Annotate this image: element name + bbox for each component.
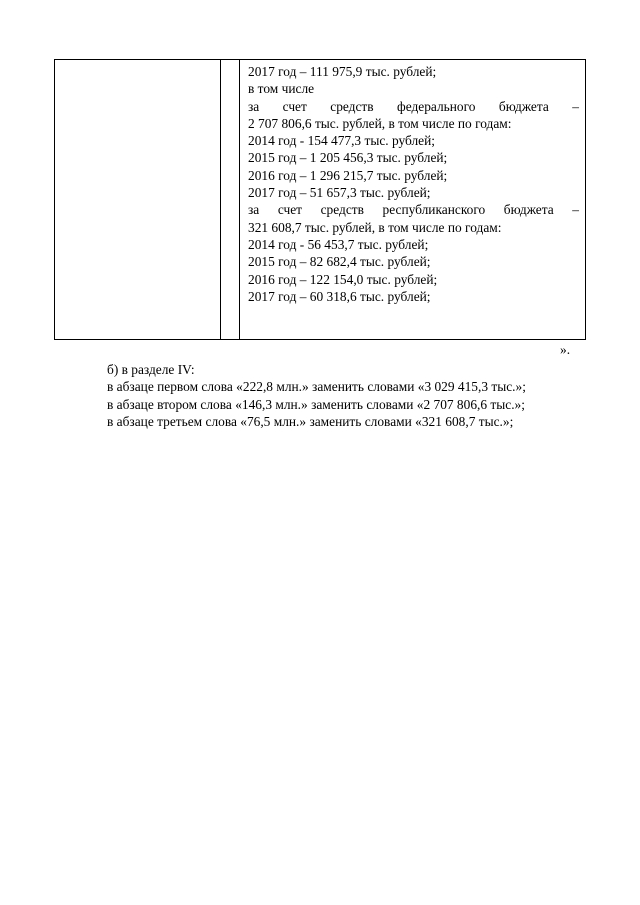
cell-line: 2015 год – 82 682,4 тыс. рублей; xyxy=(248,254,431,270)
word: бюджета xyxy=(498,98,549,114)
table-column-divider-1 xyxy=(220,60,221,339)
cell-line: 2017 год – 60 318,6 тыс. рублей; xyxy=(248,288,431,304)
amendment-item: в абзаце третьем слова «76,5 млн.» заменить словами «321 608,7 тыс.»; xyxy=(107,413,514,429)
cell-line: 2017 год – 51 657,3 тыс. рублей; xyxy=(248,185,431,201)
word: – xyxy=(572,98,579,114)
word: за xyxy=(248,98,260,114)
republic-budget-intro xyxy=(248,201,579,218)
table-column-divider-2 xyxy=(239,60,240,339)
amendments-block xyxy=(107,361,526,430)
word: за xyxy=(248,202,260,218)
word: счет xyxy=(277,202,303,218)
amendment-item: в абзаце первом слова «222,8 млн.» заменить словами «3 029 415,3 тыс.»; xyxy=(107,379,526,395)
federal-budget-intro xyxy=(248,98,579,115)
word: счет xyxy=(282,98,307,114)
program-table xyxy=(54,59,586,340)
cell-line: 2017 год – 111 975,9 тыс. рублей; xyxy=(248,64,437,79)
cell-line: 2 707 806,6 тыс. рублей, в том числе по годам: xyxy=(248,115,512,131)
word: федерального xyxy=(397,98,476,114)
cell-line: 321 608,7 тыс. рублей, в том числе по годам: xyxy=(248,219,502,235)
closing-quote: ». xyxy=(560,342,571,357)
cell-line: 2015 год – 1 205 456,3 тыс. рублей; xyxy=(248,150,448,166)
cell-line: в том числе xyxy=(248,81,315,97)
word: – xyxy=(572,202,579,218)
financing-cell xyxy=(248,63,579,305)
amendment-item: в абзаце втором слова «146,3 млн.» заменить словами «2 707 806,6 тыс.»; xyxy=(107,396,525,412)
cell-line: 2014 год - 56 453,7 тыс. рублей; xyxy=(248,236,429,252)
word: бюджета xyxy=(503,202,554,218)
cell-line: 2014 год - 154 477,3 тыс. рублей; xyxy=(248,133,435,149)
word: средств xyxy=(330,98,374,114)
amendments-heading: б) в разделе IV: xyxy=(107,362,195,377)
cell-line: 2016 год – 1 296 215,7 тыс. рублей; xyxy=(248,167,448,183)
word: республиканского xyxy=(382,202,486,218)
cell-line: 2016 год – 122 154,0 тыс. рублей; xyxy=(248,271,438,287)
word: средств xyxy=(320,202,364,218)
